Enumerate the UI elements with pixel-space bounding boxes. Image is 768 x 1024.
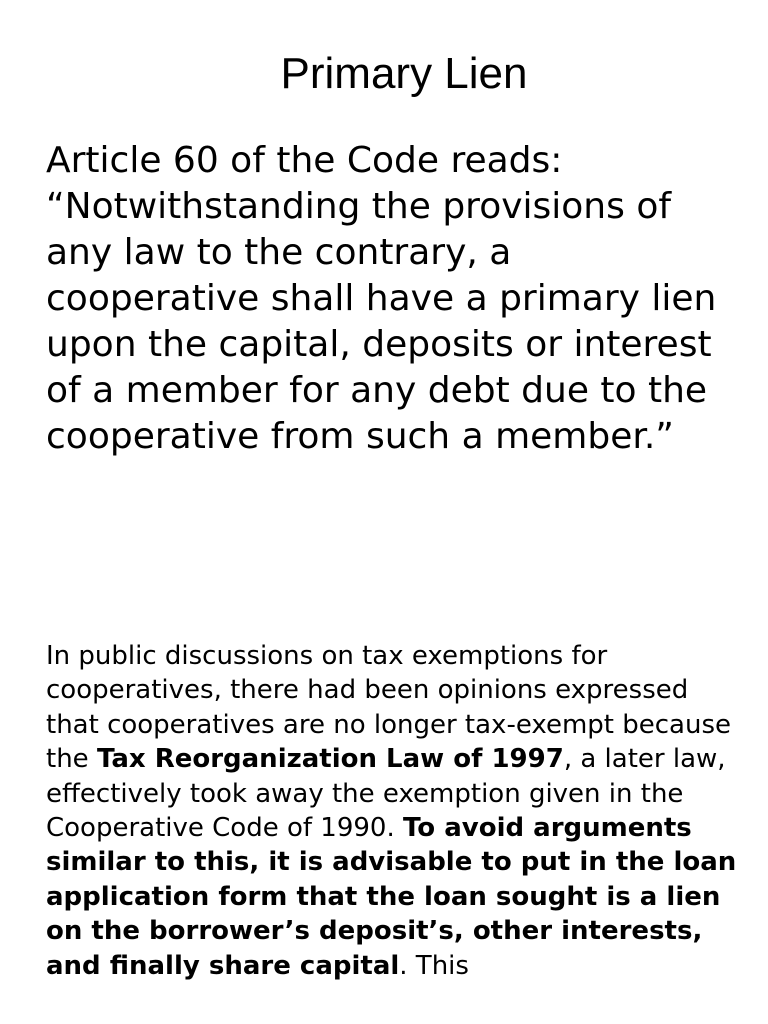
discussion-paragraph <box>46 639 746 983</box>
discussion-text-part-3: . This <box>399 950 469 981</box>
law-name-emphasis: Tax Reorganization Law of 1997 <box>96 744 564 775</box>
advice-emphasis: To avoid arguments similar to this, it is advisable to put in the loan application form that the loan sought is a lien on the borrower’s deposit’s, other interests, and finally share capital <box>46 813 737 981</box>
discussion-text-part-2: , a later law, effectively took away the exemption given in the Cooperative Code of 1990. <box>46 744 726 844</box>
article-60-text <box>46 138 736 460</box>
discussion-text-part-1: In public discussions on tax exemptions for cooperatives, there had been opinions expressed that cooperatives are no longer tax-exempt because the <box>46 641 731 775</box>
article-quote: “Notwithstanding the provisions of any law to the contrary, a cooperative shall have a primary lien upon the capital, deposits or interest of a member for any debt due to the cooperative from such a member.” <box>46 186 717 457</box>
article-intro: Article 60 of the Code reads: <box>46 140 563 181</box>
slide-title: Primary Lien <box>280 49 528 98</box>
